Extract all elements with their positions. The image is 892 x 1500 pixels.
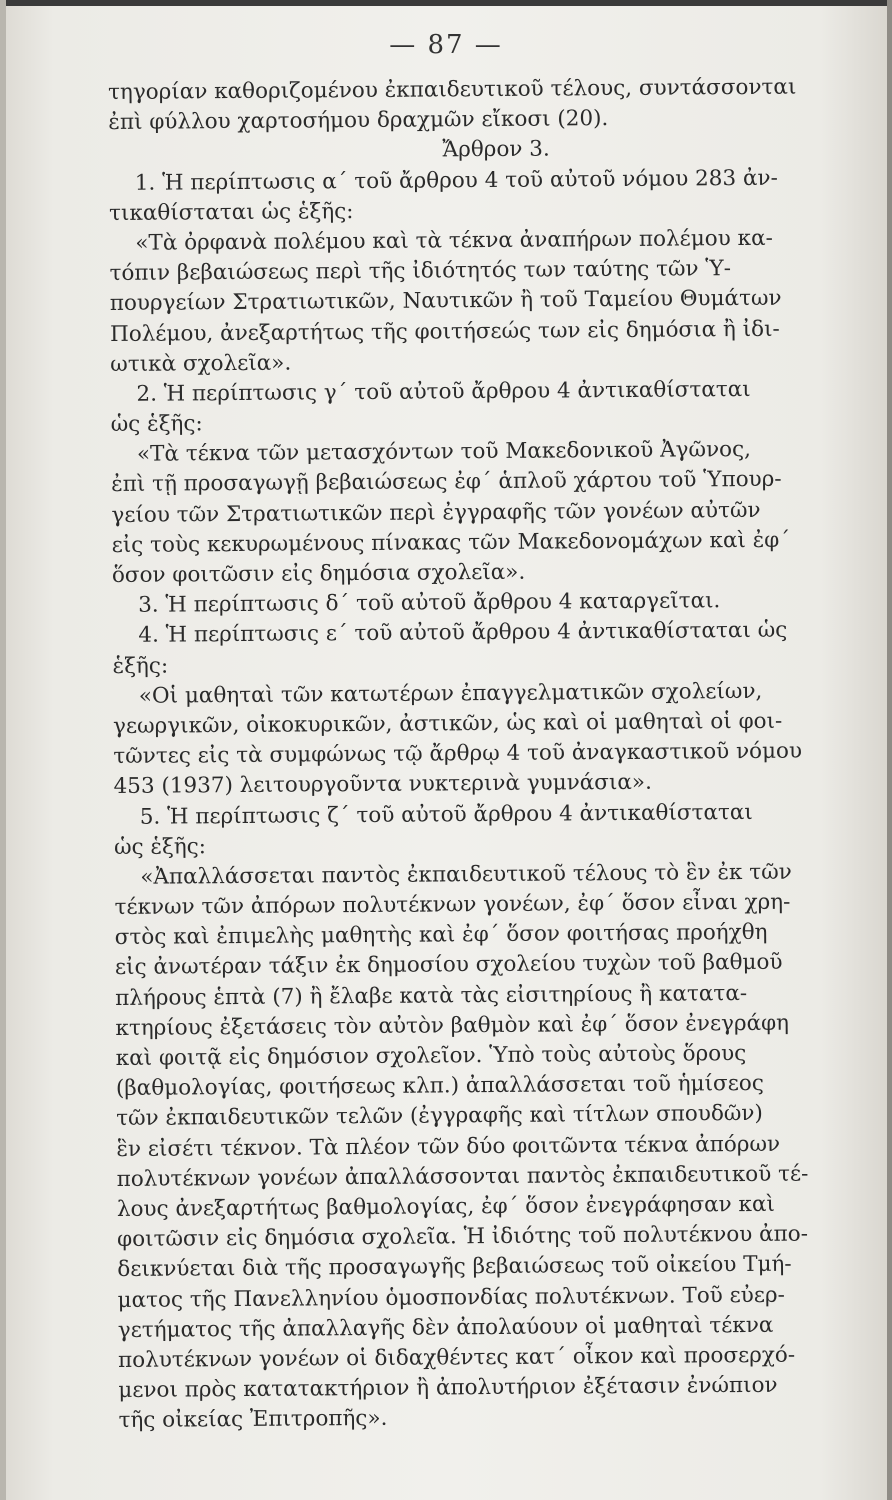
text-line: τῶντες εἰς τὰ συμφώνως τῷ ἄρθρῳ 4 τοῦ ἀναγκαστικοῦ νόμου bbox=[113, 738, 803, 770]
text-line: καὶ φοιτᾷ εἰς δημόσιον σχολεῖον. Ὑπὸ τοὺς αὐτοὺς ὅρους bbox=[115, 1041, 747, 1071]
text-line: «Τὰ ὀρφανὰ πολέμου καὶ τὰ τέκνα ἀναπήρων πολέμου κα- bbox=[135, 225, 773, 256]
text-line: φοιτῶσιν εἰς δημόσια σχολεῖα. Ἡ ἰδιότης τοῦ πολυτέκνου ἀπο- bbox=[117, 1221, 809, 1253]
text-line: τηγορίαν καθοριζομένου ἐκπαιδευτικοῦ τέλους, συντάσσονται bbox=[108, 74, 797, 105]
scan-top-border bbox=[0, 0, 892, 6]
text-line: ματος τῆς Πανελληνίου ὁμοσπονδίας πολυτέκνων. Τοῦ εὐερ- bbox=[117, 1282, 785, 1313]
text-line: 4. Ἡ περίπτωσις ε΄ τοῦ αὐτοῦ ἄρθρου 4 ἀντικαθίσταται ὡς bbox=[138, 618, 788, 649]
text-line: ἐπὶ φύλλου χαρτοσήμου δραχμῶν εἴκοσι (20). bbox=[108, 106, 609, 136]
text-line: μενοι πρὸς κατατακτήριον ἢ ἀπολυτήριον ἐξέτασιν ἐνώπιον bbox=[118, 1372, 778, 1404]
text-line: 3. Ἡ περίπτωσις δ΄ τοῦ αὐτοῦ ἄρθρου 4 καταργεῖται. bbox=[138, 588, 721, 618]
text-line: τῆς οἰκείας Ἐπιτροπῆς». bbox=[118, 1406, 388, 1434]
text-line: λους ἀνεξαρτήτως βαθμολογίας, ἐφ΄ ὅσον ἐνεγράφησαν καὶ bbox=[116, 1191, 775, 1222]
text-line: πολυτέκνων γονέων οἱ διδαχθέντες κατ΄ οἶκον καὶ προσερχό- bbox=[117, 1342, 796, 1373]
text-line: τόπιν βεβαιώσεως περὶ τῆς ἰδιότητός των ταύτης τῶν Ὑ- bbox=[109, 256, 732, 287]
scan-left-edge bbox=[0, 0, 6, 1500]
article-heading: Ἄρθρον 3. bbox=[442, 136, 550, 163]
text-line: δεικνύεται διὰ τῆς προσαγωγῆς βεβαιώσεως τοῦ οἰκείου Τμή- bbox=[117, 1251, 792, 1283]
text-line: τῶν ἐκπαιδευτικῶν τελῶν (ἐγγραφῆς καὶ τίτλων σπουδῶν) bbox=[116, 1101, 763, 1132]
text-line: 5. Ἡ περίπτωσις ζ΄ τοῦ αὐτοῦ ἄρθρου 4 ἀντικαθίσταται bbox=[139, 799, 753, 830]
text-line: πουργείων Στρατιωτικῶν, Ναυτικῶν ἢ τοῦ Ταμείου Θυμάτων bbox=[109, 286, 782, 317]
text-line: ὡς ἑξῆς: bbox=[110, 411, 203, 438]
text-line: εἰς ἀνωτέραν τάξιν ἐκ δημοσίου σχολείου τυχὼν τοῦ βαθμοῦ bbox=[114, 950, 783, 981]
text-line: ἐπὶ τῇ προσαγωγῇ βεβαιώσεως ἐφ΄ ἁπλοῦ χάρτου τοῦ Ὑπουρ- bbox=[111, 467, 782, 498]
text-line: (βαθμολογίας, φοιτήσεως κλπ.) ἀπαλλάσσεται τοῦ ἡμίσεος bbox=[115, 1071, 764, 1102]
text-line: στὸς καὶ ἐπιμελὴς μαθητὴς καὶ ἐφ΄ ὅσον φοιτήσας προήχθη bbox=[114, 920, 768, 951]
text-line: τέκνων τῶν ἀπόρων πολυτέκνων γονέων, ἐφ΄ ὅσον εἶναι χρη- bbox=[114, 889, 791, 921]
text-line: «Οἱ μαθηταὶ τῶν κατωτέρων ἐπαγγελματικῶν σχολείων, bbox=[138, 678, 763, 709]
text-line: «Τὰ τέκνα τῶν μετασχόντων τοῦ Μακεδονικοῦ Ἀγῶνος, bbox=[136, 437, 752, 468]
text-line: 453 (1937) λειτουργοῦντα νυκτερινὰ γυμνάσια». bbox=[113, 770, 652, 800]
text-line: 1. Ἡ περίπτωσις α΄ τοῦ ἄρθρου 4 τοῦ αὐτοῦ νόμου 283 ἀν- bbox=[134, 165, 778, 196]
text-line: ἑξῆς: bbox=[112, 653, 169, 679]
text-line: γείου τῶν Στρατιωτικῶν περὶ ἐγγραφῆς τῶν γονέων αὐτῶν bbox=[111, 497, 761, 528]
text-line: γετήματος τῆς ἀπαλλαγῆς δὲν ἀπολαύουν οἱ μαθηταὶ τέκνα bbox=[117, 1312, 774, 1343]
page-number: — 87 — bbox=[389, 30, 503, 60]
text-line: πολυτέκνων γονέων ἀπαλλάσσονται παντὸς ἐκπαιδευτικοῦ τέ- bbox=[116, 1161, 809, 1192]
scan-right-edge bbox=[887, 0, 892, 1500]
text-line: ὅσον φοιτῶσιν εἰς δημόσια σχολεῖα». bbox=[111, 559, 526, 588]
text-line: πλήρους ἑπτὰ (7) ἢ ἔλαβε κατὰ τὰς εἰσιτηρίους ἢ κατατα- bbox=[115, 980, 748, 1011]
text-line: Πολέμου, ἀνεξαρτήτως τῆς φοιτήσεώς των εἰς δημόσια ἢ ἰδι- bbox=[109, 316, 780, 347]
text-line: τικαθίσταται ὡς ἑξῆς: bbox=[108, 198, 354, 226]
text-line: γεωργικῶν, οἰκοκυρικῶν, ἀστικῶν, ὡς καὶ οἱ μαθηταὶ οἱ φοι- bbox=[112, 708, 783, 739]
body-text bbox=[108, 72, 834, 1436]
text-line: εἰς τοὺς κεκυρωμένους πίνακας τῶν Μακεδονομάχων καὶ ἐφ΄ bbox=[111, 527, 791, 558]
text-line: ωτικὰ σχολεῖα». bbox=[110, 350, 292, 377]
text-line: ὡς ἑξῆς: bbox=[113, 833, 207, 860]
text-line: ἓν εἰσέτι τέκνον. Τὰ πλέον τῶν δύο φοιτῶντα τέκνα ἀπόρων bbox=[116, 1131, 781, 1162]
text-line: 2. Ἡ περίπτωσις γ΄ τοῦ αὐτοῦ ἄρθρου 4 ἀντικαθίσταται bbox=[136, 376, 751, 407]
text-line: «Ἀπαλλάσσεται παντὸς ἐκπαιδευτικοῦ τέλους τὸ ἓν ἐκ τῶν bbox=[140, 859, 792, 890]
text-line: κτηρίους ἐξετάσεις τὸν αὐτὸν βαθμὸν καὶ ἐφ΄ ὅσον ἐνεγράφη bbox=[115, 1010, 790, 1041]
